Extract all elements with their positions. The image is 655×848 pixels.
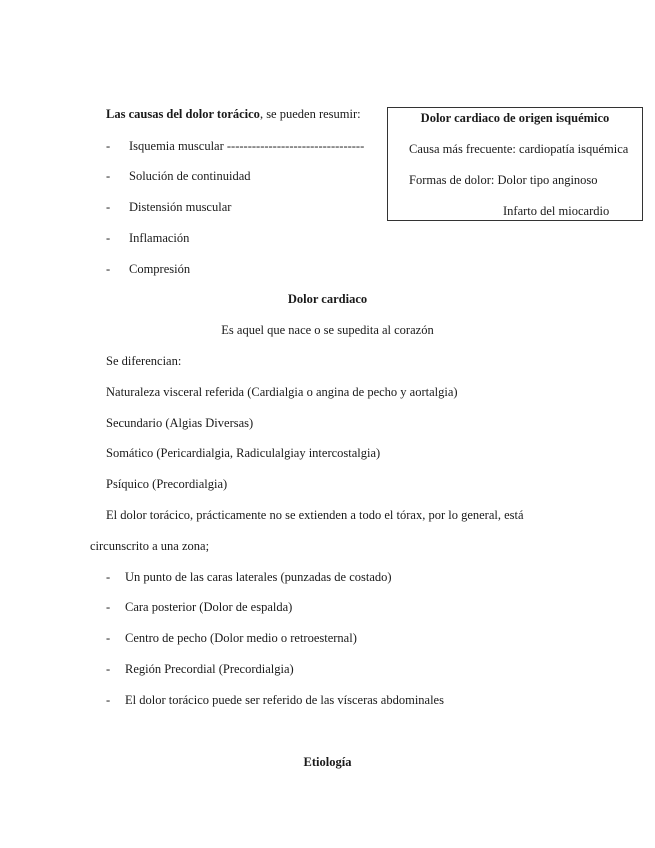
list-bullet: - [106, 200, 111, 214]
type-item: Secundario (Algias Diversas) [106, 416, 254, 430]
list-bullet: - [106, 600, 111, 614]
list-bullet: - [106, 139, 111, 153]
cause-item: Distensión muscular [129, 200, 232, 214]
cause-item: Solución de continuidad [129, 169, 251, 183]
list-bullet: - [106, 169, 111, 183]
zone-item: El dolor torácico puede ser referido de las vísceras abdominales [125, 693, 444, 707]
box-title: Dolor cardiaco de origen isquémico [420, 111, 610, 125]
list-bullet: - [106, 570, 111, 584]
causes-intro-rest: , se pueden resumir: [259, 107, 361, 121]
box-line-infarct: Infarto del miocardio [503, 204, 610, 218]
list-bullet: - [106, 631, 111, 645]
zone-item: Un punto de las caras laterales (punzadas de costado) [125, 570, 392, 584]
etiology-heading: Etiología [303, 755, 352, 769]
causes-intro [106, 106, 361, 122]
list-bullet: - [106, 262, 111, 276]
zone-item: Cara posterior (Dolor de espalda) [125, 600, 293, 614]
list-bullet: - [106, 662, 111, 676]
zone-item: Centro de pecho (Dolor medio o retroesternal) [125, 631, 357, 645]
causes-intro-bold: Las causas del dolor torácico [106, 107, 260, 121]
box-line-cause: Causa más frecuente: cardiopatía isquémica [409, 142, 629, 156]
cardiac-heading: Dolor cardiaco [287, 292, 368, 306]
list-bullet: - [106, 231, 111, 245]
cause-item: Isquemia muscular --------------------------------- [129, 139, 365, 153]
differ-label: Se diferencian: [106, 354, 182, 368]
type-item: Naturaleza visceral referida (Cardialgia o angina de pecho y aortalgia) [106, 385, 458, 399]
type-item: Somático (Pericardialgia, Radiculalgiay intercostalgia) [106, 446, 381, 460]
cause-item: Inflamación [129, 231, 190, 245]
paragraph-line-2: circunscrito a una zona; [90, 539, 210, 553]
zone-item: Región Precordial (Precordialgia) [125, 662, 294, 676]
box-line-forms: Formas de dolor: Dolor tipo anginoso [409, 173, 598, 187]
type-item: Psíquico (Precordialgia) [106, 477, 228, 491]
cause-item: Compresión [129, 262, 191, 276]
list-bullet: - [106, 693, 111, 707]
paragraph-line-1: El dolor torácico, prácticamente no se extienden a todo el tórax, por lo general, está [106, 508, 524, 522]
cardiac-definition: Es aquel que nace o se supedita al corazón [221, 323, 434, 337]
